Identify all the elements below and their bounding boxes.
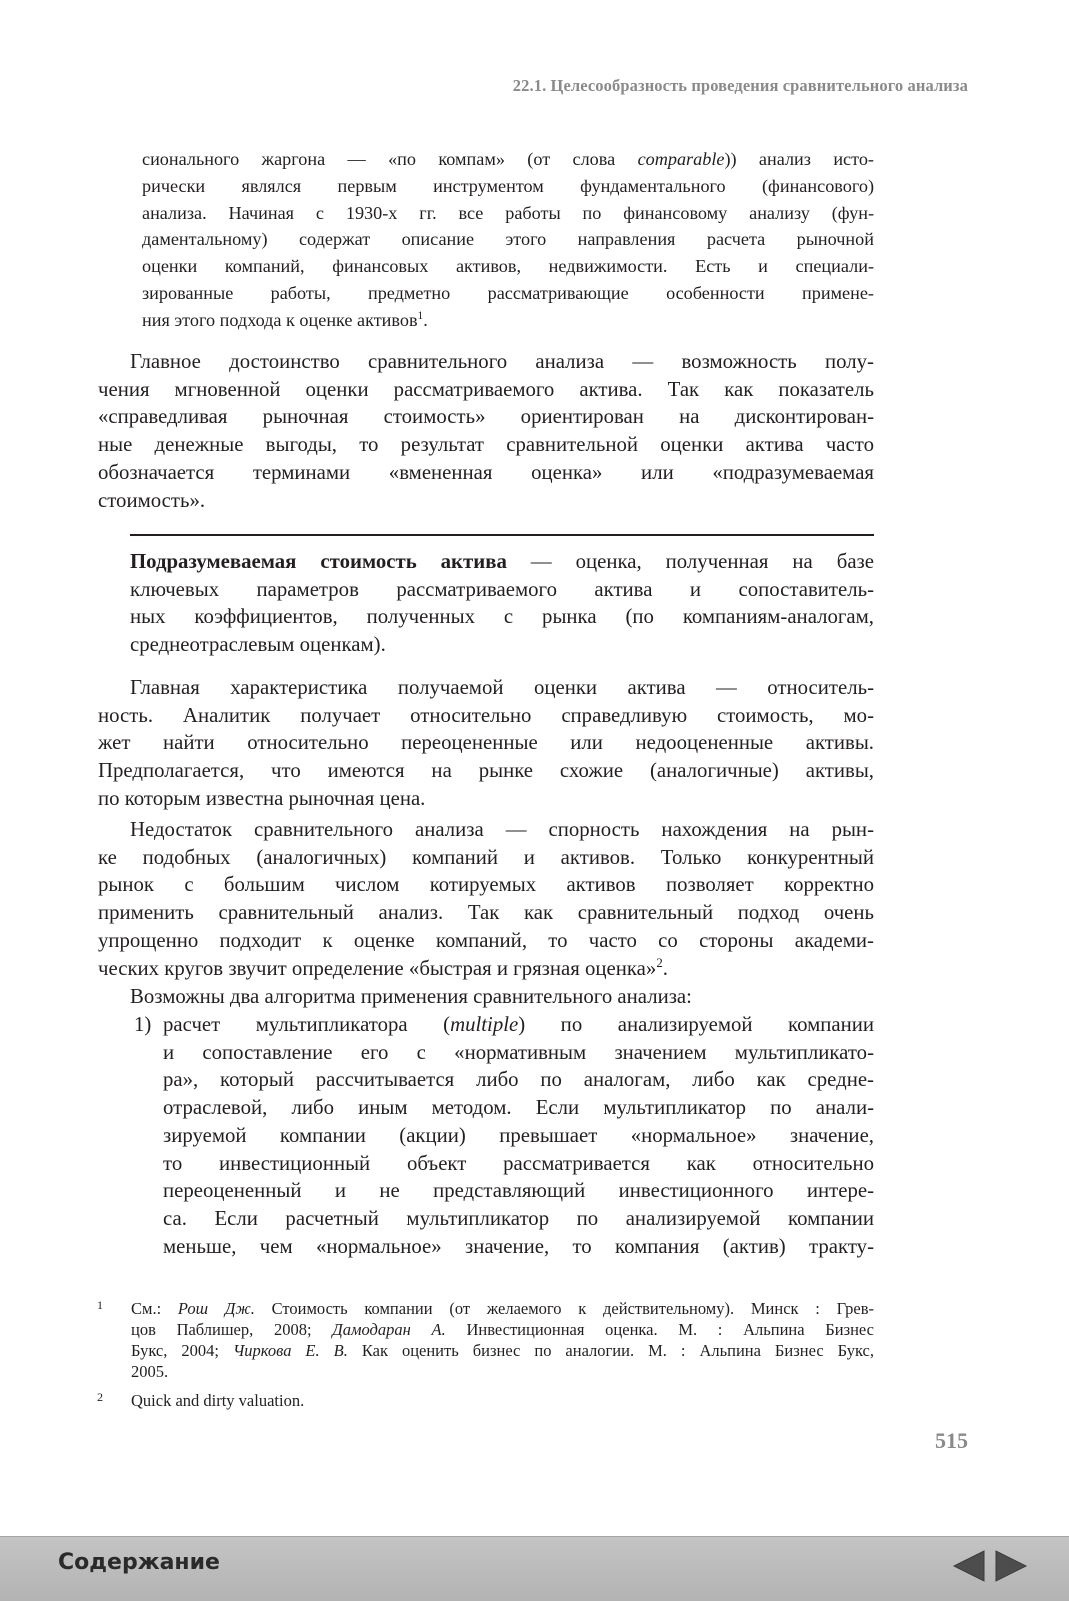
paragraph-line: Главное достоинство сравнительного анализа — возможность полу- (130, 350, 874, 373)
toc-button[interactable]: Содержание (58, 1550, 220, 1575)
paragraph-line: ческих кругов звучит определение «быстрая и грязная оценка»$^2$. (98, 955, 668, 980)
page-number: 515 (935, 1428, 968, 1453)
definition-line: ключевых параметров рассматриваемого актива и сопоставитель- (130, 577, 874, 601)
footnote-body (131, 1298, 874, 1382)
paragraph-line: Предполагается, что имеются на рынке схожие (аналогичные) активы, (98, 759, 874, 783)
paragraph-line: Недостаток сравнительного анализа — спорность нахождения на рын- (130, 818, 874, 841)
definition-line: среднеотраслевым оценкам). (130, 633, 386, 657)
footnote-line (131, 1319, 874, 1340)
list-line: переоцененный и не представляющий инвестиционного интере- (163, 1179, 874, 1203)
paragraph-line: Возможны два алгоритма применения сравнительного анализа: (130, 985, 692, 1008)
footnote-line: 2005. (131, 1362, 169, 1381)
navigation-bar (0, 1536, 1069, 1601)
list-marker: 1) (134, 1013, 152, 1036)
paragraph-line: «справедливая рыночная стоимость» ориентирован на дисконтирован- (98, 405, 874, 429)
footnote-text: цов Паблишер, 2008; (131, 1320, 333, 1339)
footnote-line: Quick and dirty valuation. (131, 1391, 305, 1410)
definition-divider (130, 534, 874, 536)
list-line: меньше, чем «нормальное» значение, то компания (актив) тракту- (163, 1234, 874, 1258)
definition-term: Подразумеваемая стоимость актива (130, 550, 507, 573)
paragraph-algorithms (98, 983, 874, 1011)
paragraph-line: по которым известна рыночная цена. (98, 786, 426, 810)
quote-line: зированные работы, предметно рассматривающие особенности примене- (142, 282, 874, 303)
list-line: отраслевой, либо иным методом. Если мультипликатор по анали- (163, 1096, 874, 1120)
list-line (163, 1011, 874, 1039)
list-line: ра», который рассчитывается либо по аналогам, либо как средне- (163, 1068, 874, 1092)
footnote-number: 1 (97, 1298, 103, 1312)
quote-line: даментальному) содержат описание этого направления расчета рыночной (142, 229, 874, 250)
footnote-author: Дамодаран А. (332, 1320, 446, 1339)
paragraph-line: применить сравнительный анализ. Так как сравнительный подход очень (98, 901, 874, 925)
footnote-author: Чиркова Е. В. (232, 1341, 348, 1360)
paragraph-line: обозначается терминами «вмененная оценка» или «подразумеваемая (98, 460, 874, 484)
paragraph-line: упрощенно подходит к оценке компаний, то часто со стороны академи- (98, 928, 874, 952)
list-text: расчет мультипликатора ( (163, 1013, 451, 1036)
list-line: то инвестиционный объект рассматривается как относительно (163, 1151, 874, 1175)
quote-block (142, 146, 874, 334)
paragraph-line: стоимость». (98, 488, 206, 512)
paragraph-line: ке подобных (аналогичных) компаний и активов. Только конкурентный (98, 845, 874, 869)
footnote-text: Стоимость компании (от желаемого к действительному). Минск : Грев- (254, 1299, 874, 1318)
paragraph-disadvantage (98, 816, 874, 982)
paragraph-line-text: ческих кругов звучит определение «быстрая и грязная оценка» (98, 956, 657, 980)
footnote-text: Как оценить бизнес по аналогии. М. : Альпина Бизнес Букс, (347, 1341, 874, 1360)
running-header: 22.1. Целесообразность проведения сравнительного анализа (512, 76, 968, 95)
quote-line: анализа. Начиная с 1930-х гг. все работы по финансовому анализу (фун- (142, 202, 874, 223)
paragraph-line: Главная характеристика получаемой оценки актива — относитель- (130, 676, 874, 699)
footnote-line (131, 1340, 874, 1361)
paragraph-line: ность. Аналитик получает относительно справедливую стоимость, мо- (98, 703, 874, 727)
list-line: са. Если расчетный мультипликатор по анализируемой компании (163, 1206, 874, 1230)
definition-text: — оценка, полученная на базе (506, 550, 874, 573)
footnote-ref-1[interactable]: 1 (417, 309, 424, 322)
paragraph-line: чения мгновенной оценки рассматриваемого актива. Так как показатель (98, 377, 874, 401)
paragraph-line: рынок с большим числом котируемых активов позволяет корректно (98, 873, 874, 897)
triangle-left-icon[interactable] (952, 1549, 986, 1583)
list-line: и сопоставление его с «нормативным значением мультипликато- (163, 1040, 874, 1064)
paragraph-main-characteristic (98, 674, 874, 813)
triangle-right-icon[interactable] (994, 1549, 1028, 1583)
definition-line (130, 548, 874, 576)
paragraph-line: ные денежные выгоды, то результат сравнительной оценки актива часто (98, 433, 874, 457)
footnote-number: 2 (97, 1390, 103, 1404)
footnote-body (131, 1390, 874, 1411)
quote-line: рически являлся первым инструментом фундаментального (финансового) (142, 175, 874, 196)
paragraph-line: жет найти относительно переоцененные или недооцененные активы. (98, 731, 874, 755)
definition-block (130, 548, 874, 659)
footnote-text: См.: (131, 1299, 178, 1318)
footnote-ref-2[interactable]: 2 (656, 955, 663, 970)
list-item-body (163, 1011, 874, 1260)
italic-term: multiple (450, 1013, 519, 1036)
quote-line: ния этого подхода к оценке активов$^1$. (142, 309, 428, 330)
footnote-author: Рош Дж. (177, 1299, 255, 1318)
italic-term: comparable (637, 149, 725, 169)
quote-line: сионального жаргона — «по компам» (от слова comparable)) анализ исто- (142, 149, 874, 169)
definition-line: ных коэффициентов, полученных с рынка (по компаниям-аналогам, (130, 605, 874, 629)
footnote-line (131, 1298, 874, 1319)
quote-line-text: ния этого подхода к оценке активов (142, 309, 418, 330)
quote-line: оценки компаний, финансовых активов, недвижимости. Есть и специали- (142, 256, 874, 277)
list-text: ) по анализируемой компании (518, 1013, 874, 1036)
list-line: зируемой компании (акции) превышает «нормальное» значение, (163, 1123, 874, 1147)
paragraph-main-advantage (98, 348, 874, 514)
footnote-text: Букс, 2004; (131, 1341, 233, 1360)
footnote-text: Инвестиционная оценка. М. : Альпина Бизнес (445, 1320, 874, 1339)
